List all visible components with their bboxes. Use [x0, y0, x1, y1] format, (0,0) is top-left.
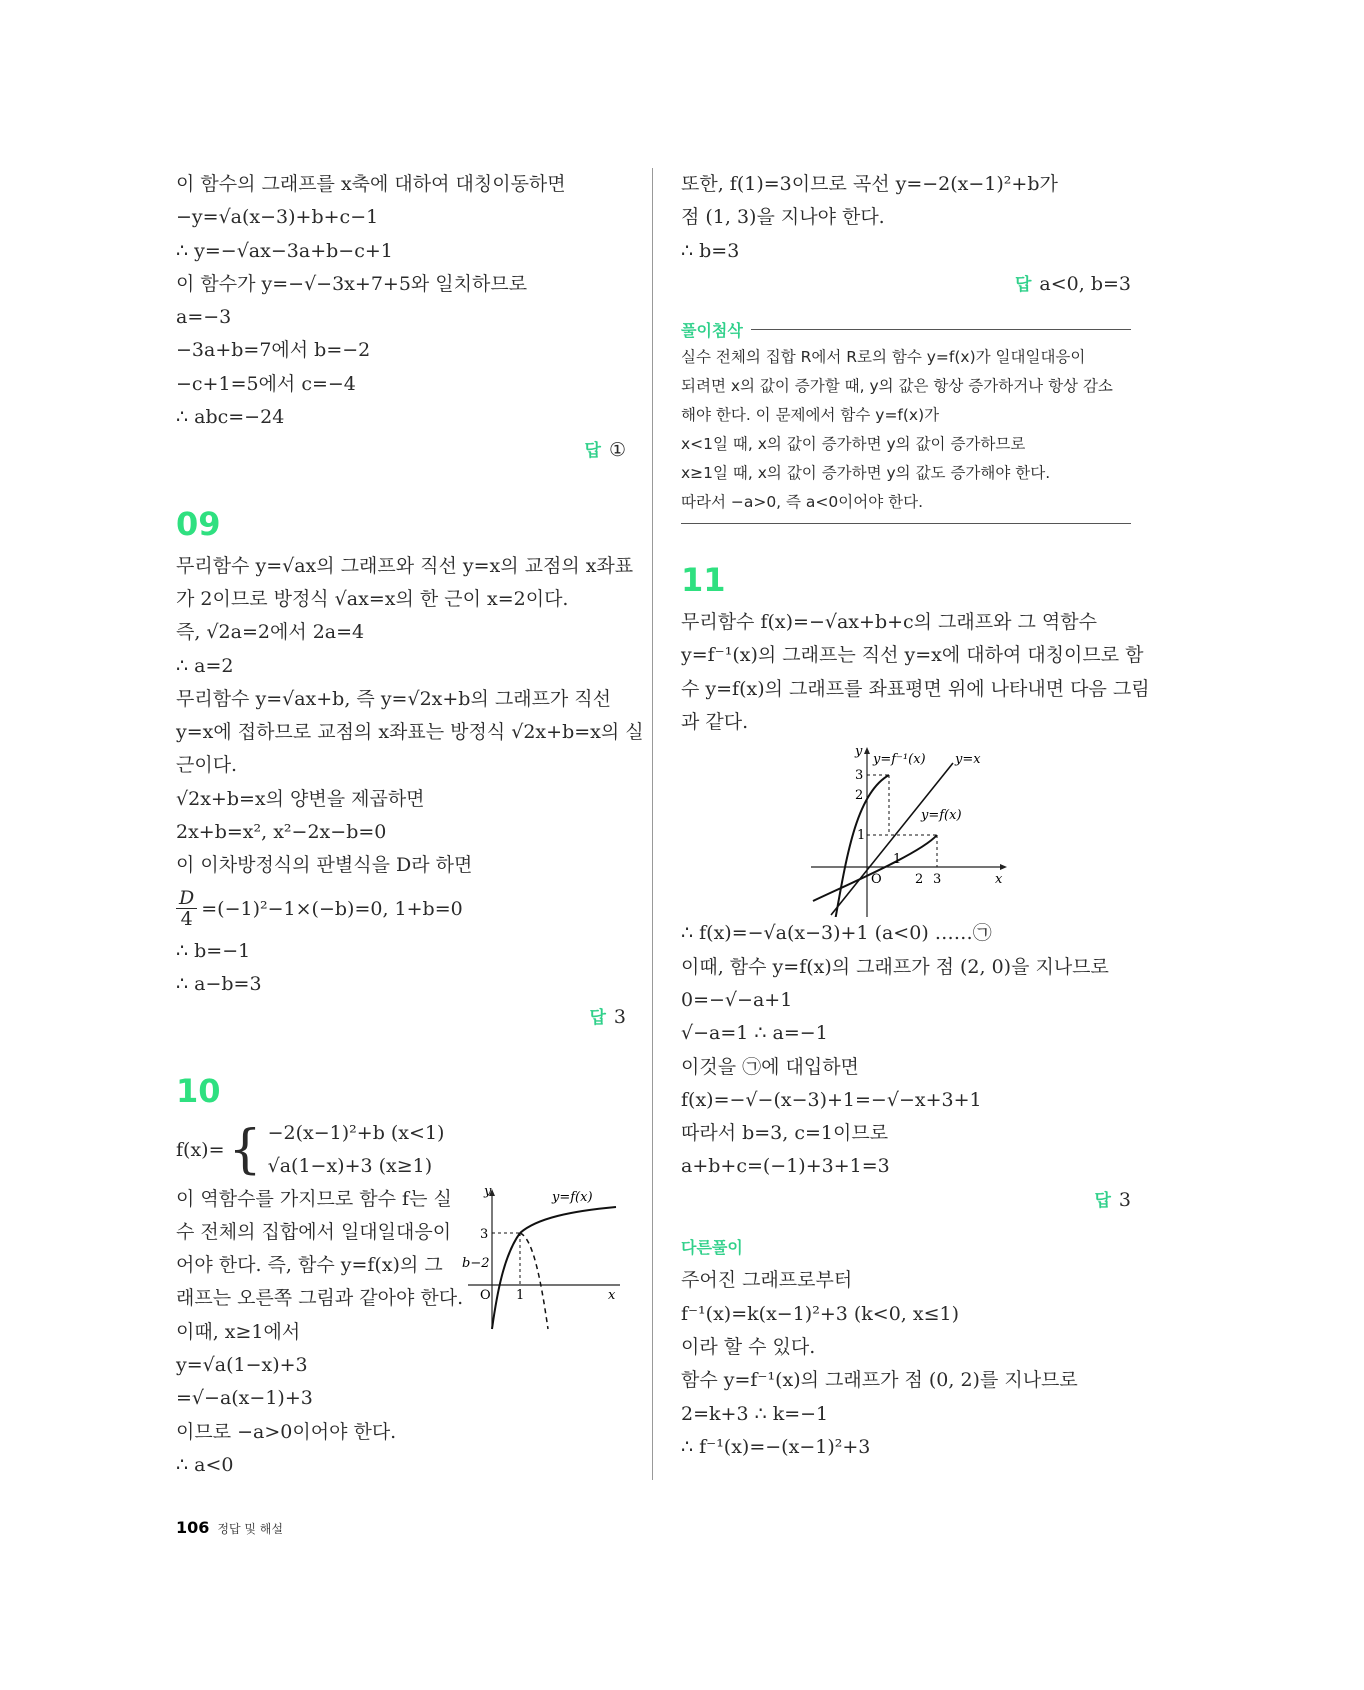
piecewise-cases — [268, 1117, 445, 1183]
column-divider — [652, 168, 653, 1480]
label-line: y=x — [955, 752, 981, 768]
text-line: ∴ b=−1 — [176, 939, 251, 962]
fraction — [176, 888, 197, 929]
left-column — [176, 168, 644, 1482]
piecewise-lhs: f(x)= — [176, 1138, 225, 1161]
text-line: 또한, f(1)=3이므로 곡선 y=−2(x−1)²+b가 — [681, 173, 1058, 195]
discriminant-equation — [176, 883, 626, 935]
note-line: 해야 한다. 이 문제에서 함수 y=f(x)가 — [681, 406, 940, 425]
text-line: 이것을 ㉠에 대입하면 — [681, 1055, 859, 1078]
text-line: ∴ a−b=3 — [176, 972, 262, 995]
tick-x-2: 2 — [915, 872, 924, 888]
answer-value: a<0, b=3 — [1039, 272, 1131, 295]
equation-rest: =(−1)²−1×(−b)=0, 1+b=0 — [201, 897, 463, 920]
y-axis-arrow — [864, 747, 870, 754]
text-line: ∴ b=3 — [681, 239, 740, 262]
intro-lines — [176, 168, 626, 434]
note-line: x≥1일 때, x의 값이 증가하면 y의 값도 증가해야 한다. — [681, 464, 1051, 483]
y-label: y — [855, 744, 863, 760]
text-line: f⁻¹(x)=k(x−1)²+3 (k<0, x≤1) — [681, 1302, 960, 1325]
origin-label: O — [480, 1287, 491, 1303]
tick-x-1: 1 — [893, 852, 902, 868]
text-line: √2x+b=x의 양변을 제곱하면 — [176, 787, 425, 810]
text-line: 이 이차방정식의 판별식을 D라 하면 — [176, 854, 473, 877]
label-f: y=f(x) — [921, 808, 962, 824]
note-line: x<1일 때, x의 값이 증가하면 y의 값이 증가하므로 — [681, 435, 1026, 454]
text-line: 어야 한다. 즉, 함수 y=f(x)의 그 — [176, 1254, 443, 1277]
tick-x-3: 3 — [933, 872, 942, 888]
x-axis-arrow — [1000, 864, 1007, 870]
text-line: ∴ f⁻¹(x)=−(x−1)²+3 — [681, 1435, 871, 1458]
piecewise-case-2: √a(1−x)+3 (x≥1) — [267, 1154, 433, 1177]
text-line: 근이다. — [176, 754, 238, 777]
text-line: 이 함수가 y=−√−3x+7+5와 일치하므로 — [176, 272, 528, 295]
text-line: 따라서 b=3, c=1이므로 — [681, 1122, 889, 1145]
text-line: 즉, √2a=2에서 2a=4 — [176, 621, 365, 644]
problem-number-10: 10 — [176, 1071, 221, 1110]
curve-right-branch — [520, 1207, 616, 1233]
fraction-denominator: 4 — [180, 908, 193, 931]
tick-y-1: 1 — [857, 828, 866, 844]
piecewise-function — [176, 1117, 626, 1183]
text-line: =√−a(x−1)+3 — [176, 1387, 313, 1410]
curve-f — [813, 835, 937, 901]
book-section-name: 정답 및 해설 — [217, 1522, 283, 1536]
answer-line — [176, 434, 626, 467]
text-line: 무리함수 y=√ax+b, 즉 y=√2x+b의 그래프가 직선 — [176, 687, 612, 710]
problem-number-11: 11 — [681, 561, 726, 600]
text-line: 이때, 함수 y=f(x)의 그래프가 점 (2, 0)을 지나므로 — [681, 955, 1109, 978]
note-line: 실수 전체의 집합 R에서 R로의 함수 y=f(x)가 일대일대응이 — [681, 348, 1086, 367]
x-label: x — [608, 1287, 616, 1303]
answer-label: 답 — [1014, 274, 1032, 295]
answer-label: 답 — [1094, 1190, 1111, 1211]
text-line: ∴ f(x)=−√a(x−3)+1 (a<0) ……㉠ — [681, 922, 992, 945]
text-line: ∴ y=−√ax−3a+b−c+1 — [176, 239, 393, 262]
text-line: 수 y=f(x)의 그래프를 좌표평면 위에 나타내면 다음 그림 — [681, 677, 1150, 700]
tick-y-3: 3 — [480, 1226, 489, 1242]
text-line: y=x에 접하므로 교점의 x좌표는 방정식 √2x+b=x의 실 — [176, 721, 644, 744]
problem-10-body — [176, 1183, 626, 1349]
text-line: 무리함수 y=√ax의 그래프와 직선 y=x의 교점의 x좌표 — [176, 554, 634, 577]
page-footer — [176, 1518, 283, 1537]
note-line: 되려면 x의 값이 증가할 때, y의 값은 항상 증가하거나 항상 감소 — [681, 377, 1113, 396]
text-line: 이 역함수를 가지므로 함수 f는 실 — [176, 1187, 452, 1210]
text-line: 수 전체의 집합에서 일대일대응이 — [176, 1220, 452, 1243]
text-line: ∴ abc=−24 — [176, 406, 285, 429]
curve-left-branch — [492, 1233, 520, 1329]
answer-label: 답 — [584, 441, 601, 462]
curve-dashed-parabola — [520, 1233, 548, 1329]
answer-line — [681, 268, 1131, 301]
text-line: 0=−√−a+1 — [681, 988, 793, 1011]
brace: { — [228, 1119, 262, 1180]
y-label: y — [484, 1183, 492, 1199]
note-box-title: 풀이첨삭 — [681, 320, 743, 340]
text-line: f(x)=−√−(x−3)+1=−√−x+3+1 — [681, 1088, 982, 1111]
text-line: 이라 할 수 있다. — [681, 1335, 816, 1358]
tick-x-1: 1 — [516, 1287, 525, 1303]
answer-label: 답 — [589, 1008, 606, 1029]
note-box-header — [681, 315, 1131, 343]
alternate-solution-title: 다른풀이 — [681, 1238, 743, 1258]
text-line: a+b+c=(−1)+3+1=3 — [681, 1155, 890, 1178]
piecewise-case-1: −2(x−1)²+b (x<1) — [267, 1121, 445, 1144]
text-line: 무리함수 f(x)=−√ax+b+c의 그래프와 그 역함수 — [681, 611, 1097, 634]
text-line: y=√a(1−x)+3 — [176, 1354, 308, 1377]
text-line: 래프는 오른쪽 그림과 같아야 한다. — [176, 1287, 464, 1310]
text-line: −3a+b=7에서 b=−2 — [176, 339, 371, 362]
fraction-numerator: D — [176, 888, 197, 909]
note-box-body — [681, 343, 1131, 517]
text-line: 함수 y=f⁻¹(x)의 그래프가 점 (0, 2)를 지나므로 — [681, 1369, 1078, 1392]
note-line: 따라서 −a>0, 즉 a<0이어야 한다. — [681, 493, 924, 512]
text-line: 이때, x≥1에서 — [176, 1320, 301, 1343]
text-line: 이므로 −a>0이어야 한다. — [176, 1420, 397, 1443]
answer-line — [176, 1001, 626, 1034]
text-line: 이 함수의 그래프를 x축에 대하여 대칭이동하면 — [176, 173, 566, 195]
answer-value: ① — [608, 439, 626, 462]
text-line: 2=k+3 ∴ k=−1 — [681, 1402, 829, 1425]
text-line: 과 같다. — [681, 711, 749, 734]
text-line: y=f⁻¹(x)의 그래프는 직선 y=x에 대하여 대칭이므로 함 — [681, 644, 1144, 667]
text-line: 주어진 그래프로부터 — [681, 1269, 853, 1292]
right-column — [681, 168, 1150, 1464]
text-line: −y=√a(x−3)+b+c−1 — [176, 206, 379, 229]
tick-y-2: 2 — [855, 788, 864, 804]
page-number: 106 — [176, 1518, 210, 1537]
curve-label: y=f(x) — [552, 1189, 593, 1205]
answer-line — [681, 1184, 1131, 1217]
text-line: √−a=1 ∴ a=−1 — [681, 1022, 828, 1045]
tick-y-3: 3 — [855, 768, 864, 784]
text-line: −c+1=5에서 c=−4 — [176, 372, 356, 395]
text-line: 2x+b=x², x²−2x−b=0 — [176, 821, 387, 844]
x-label: x — [995, 872, 1003, 888]
answer-value: 3 — [1118, 1188, 1131, 1211]
text-line: ∴ a<0 — [176, 1453, 234, 1476]
origin-label: O — [871, 872, 882, 888]
label-inverse: y=f⁻¹(x) — [873, 752, 926, 768]
text-line: 점 (1, 3)을 지나야 한다. — [681, 206, 885, 229]
note-box-bottom-rule — [681, 523, 1131, 524]
tick-b-minus-2: b−2 — [462, 1255, 490, 1271]
problem-number-09: 09 — [176, 504, 221, 543]
graph-problem-11 — [681, 739, 1131, 917]
text-line: a=−3 — [176, 306, 232, 329]
note-box-rule — [751, 329, 1131, 330]
answer-value: 3 — [613, 1006, 626, 1029]
graph-problem-10 — [462, 1183, 626, 1331]
line-y-equals-x — [831, 763, 953, 915]
text-line: ∴ a=2 — [176, 654, 234, 677]
text-line: 가 2이므로 방정식 √ax=x의 한 근이 x=2이다. — [176, 587, 569, 610]
